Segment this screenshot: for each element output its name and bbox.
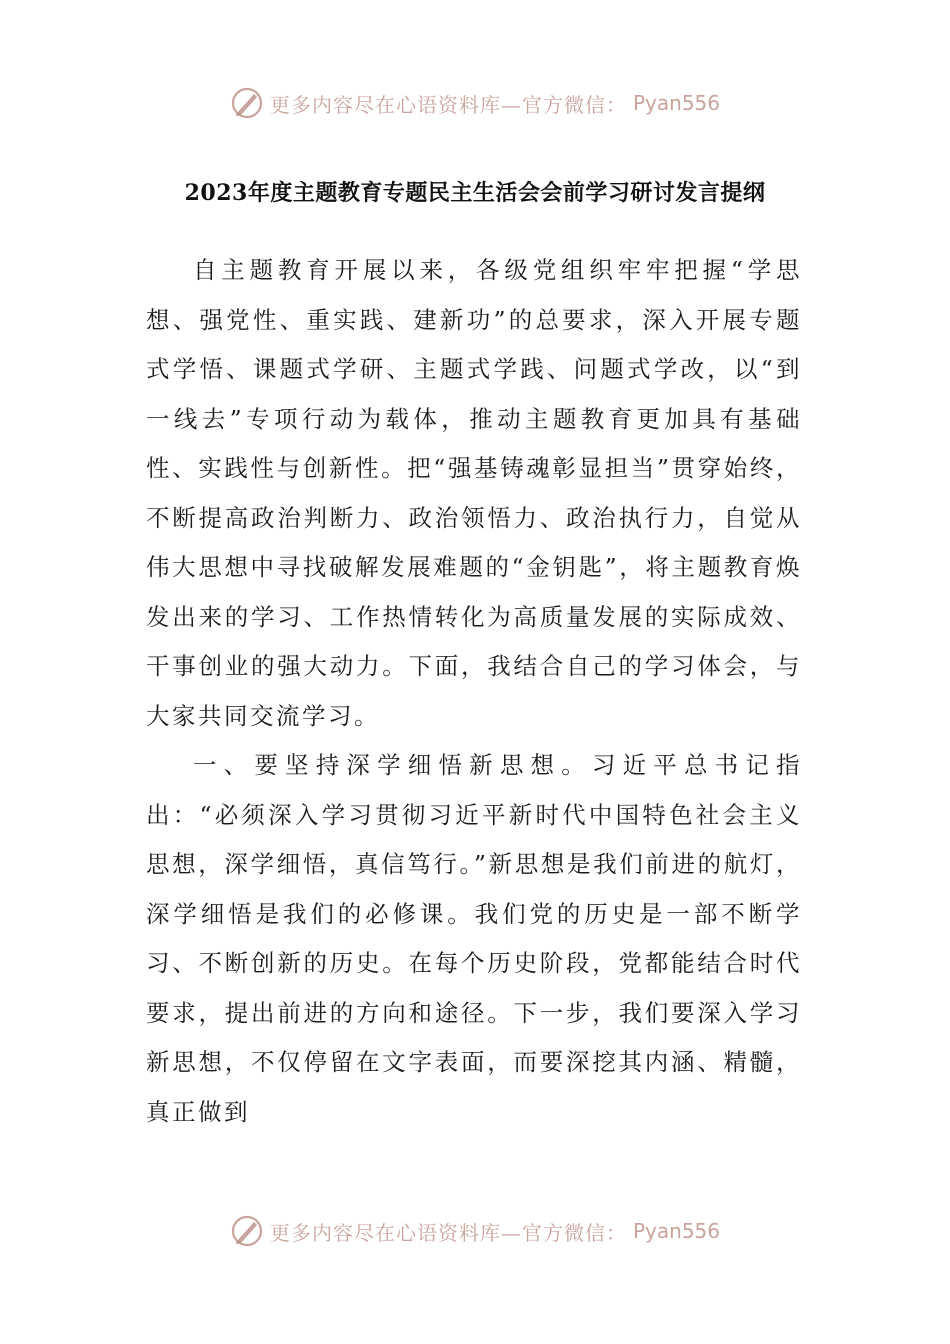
watermark-text: 更多内容尽在心语资料库—官方微信： (269, 92, 627, 117)
document-body (146, 246, 802, 1137)
footer-watermark (0, 1211, 950, 1251)
watermark-text: 更多内容尽在心语资料库—官方微信： (269, 1220, 627, 1245)
watermark-wechat-id: Pyan556 (632, 1219, 720, 1243)
header-watermark (0, 83, 950, 123)
watermark-wechat-id: Pyan556 (632, 91, 720, 115)
document-title: 2023年度主题教育专题民主生活会会前学习研讨发言提纲 (184, 180, 766, 206)
pen-logo-icon (230, 1214, 264, 1248)
intro-paragraph: 自主题教育开展以来，各级党组织牢牢把握“学思想、强党性、重实践、建新功”的总要求，深入开展专题式学悟、课题式学研、主题式学践、问题式学改，以“到一线去”专项行动为载体，推动主题教育更加具有基础性、实践性与创新性。把“强基铸魂彰显担当”贯穿始终，不断提高政治判断力、政治领悟力、政治执行力，自觉从伟大思想中寻找破解发展难题的“金钥匙”，将主题教育焕发出来的学习、工作热情转化为高质量发展的实际成效、干事创业的强大动力。下面，我结合自己的学习体会，与大家共同交流学习。 (146, 256, 802, 730)
section-one-paragraph: 一、要坚持深学细悟新思想。习近平总书记指出：“必须深入学习贯彻习近平新时代中国特色社会主义思想，深学细悟，真信笃行。”新思想是我们前进的航灯，深学细悟是我们的必修课。我们党的历史是一部不断学习、不断创新的历史。在每个历史阶段，党都能结合时代要求，提出前进的方向和途径。下一步，我们要深入学习新思想，不仅停留在文字表面，而要深挖其内涵、精髓，真正做到 (146, 751, 802, 1126)
pen-logo-icon (230, 86, 264, 120)
